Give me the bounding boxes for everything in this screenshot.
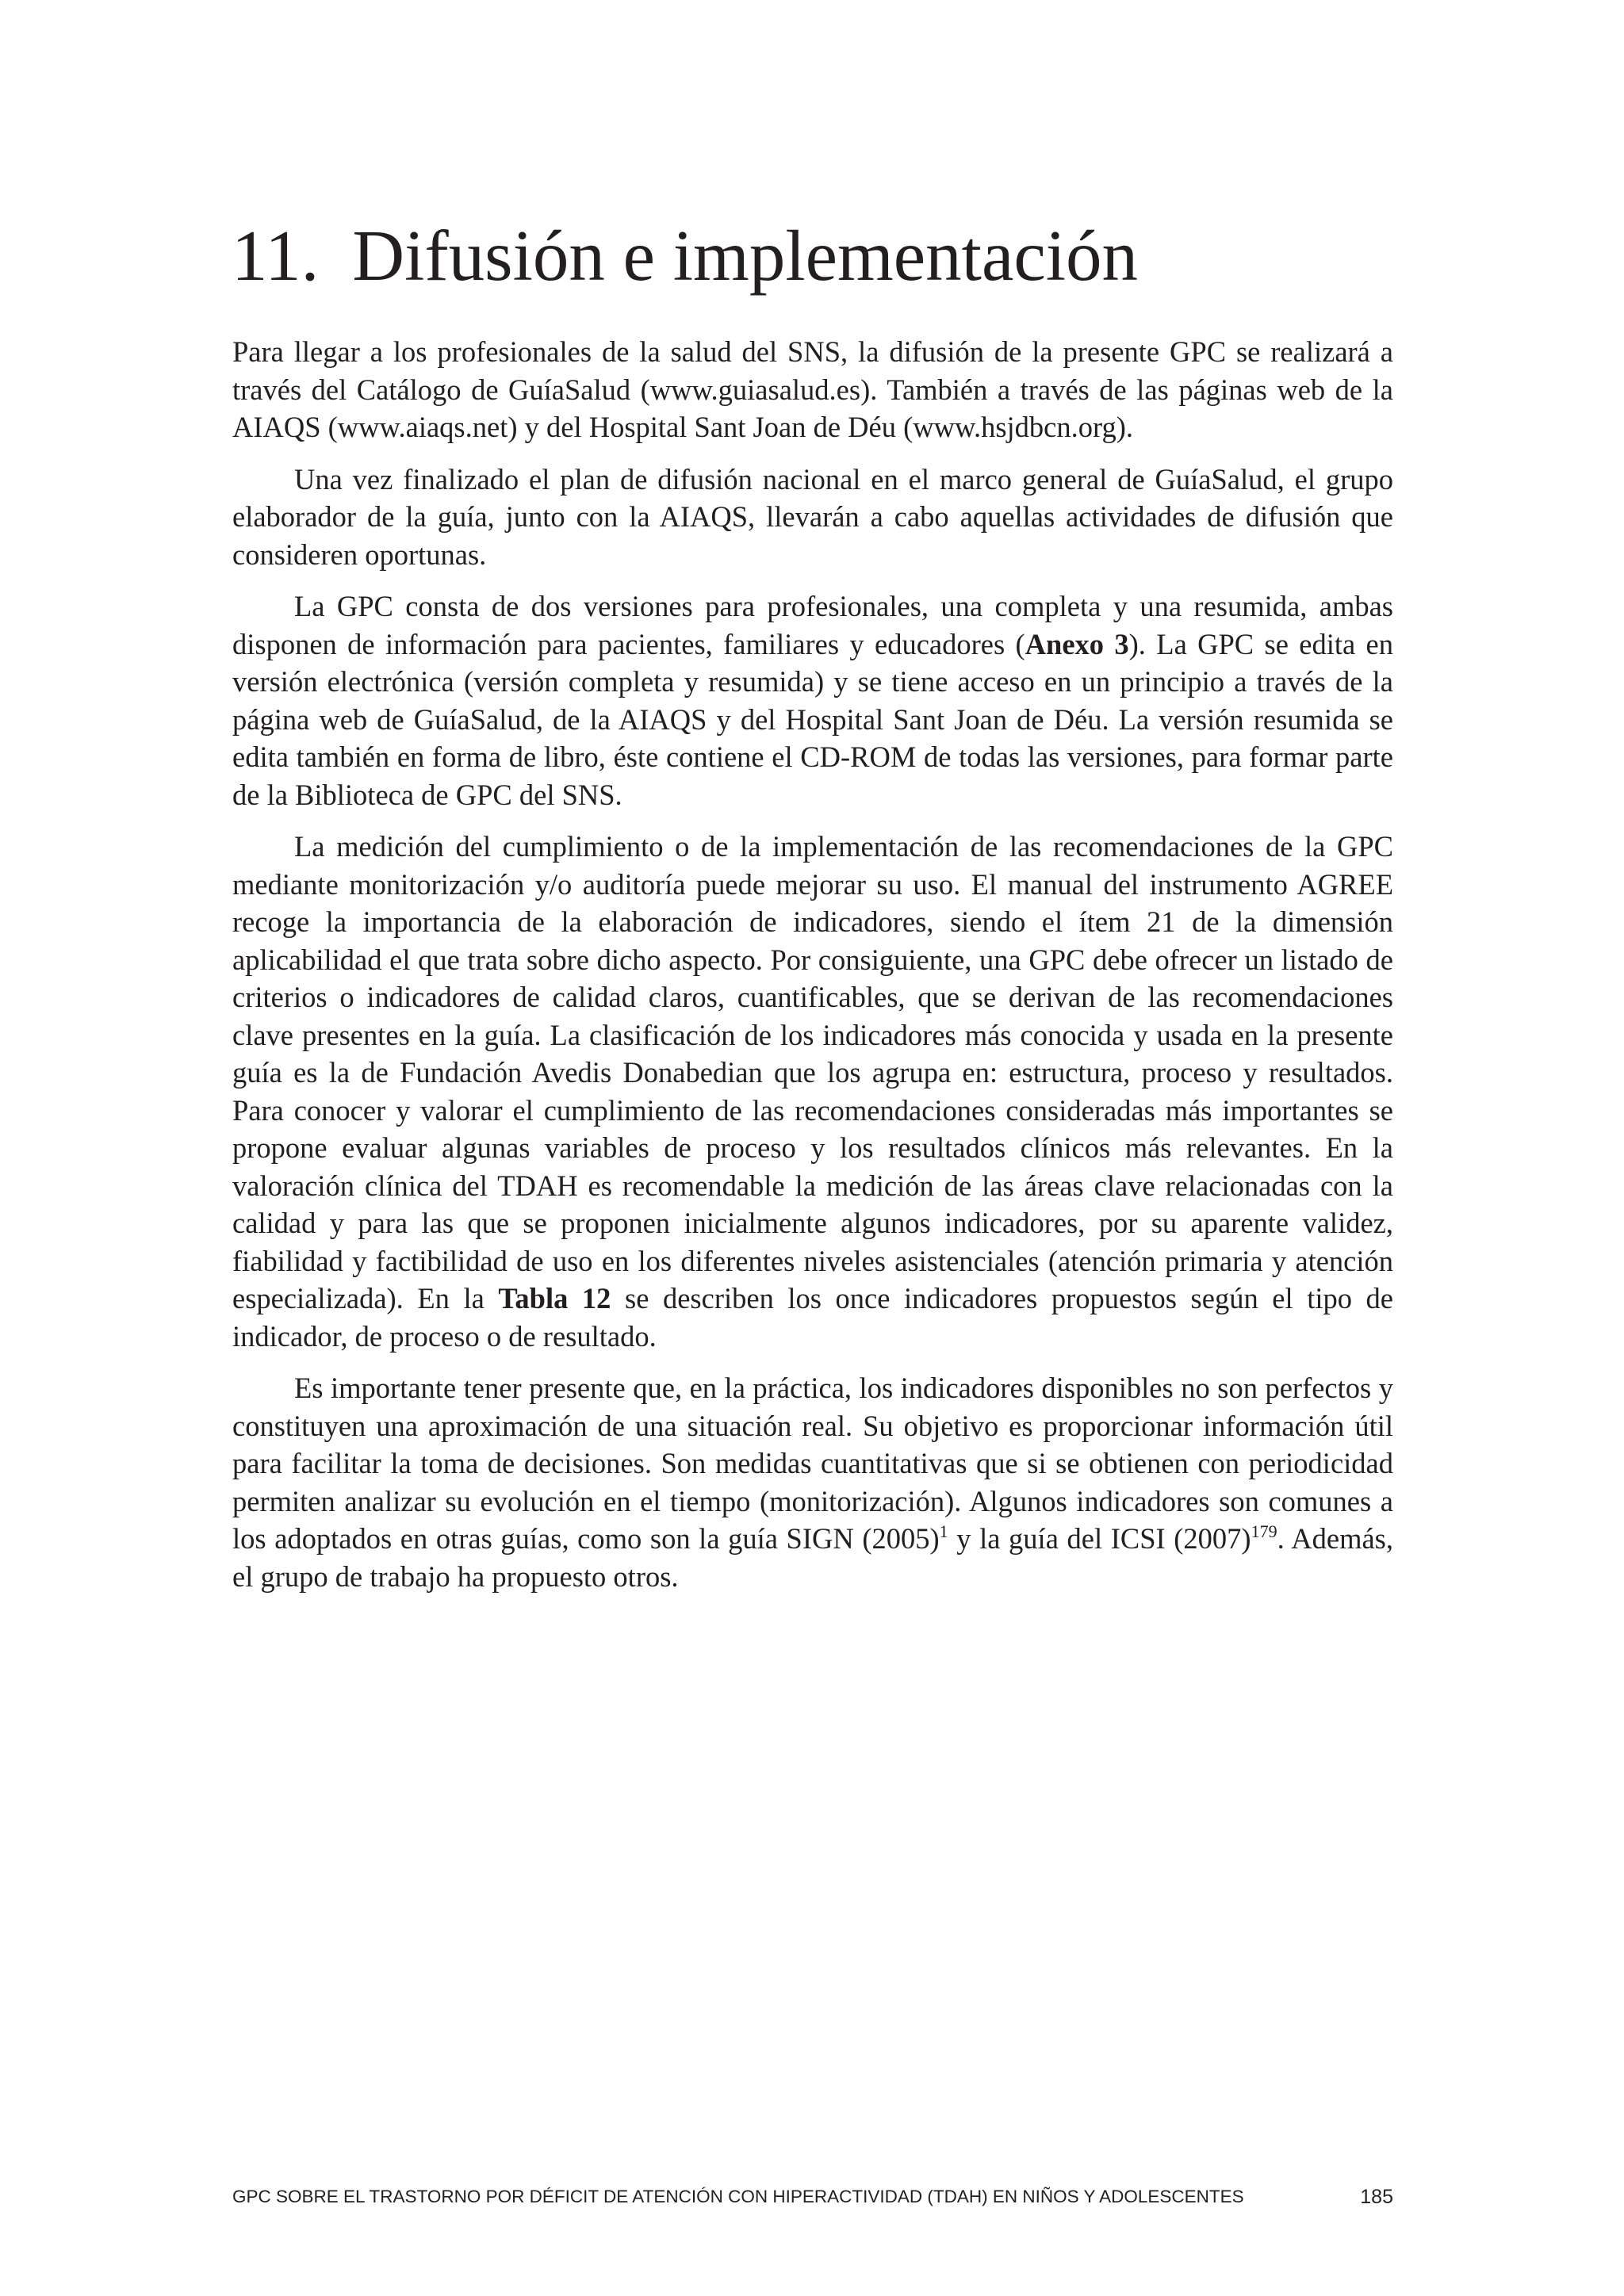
paragraph-1: Para llegar a los profesionales de la salud del SNS, la difusión de la presente GPC se realizará a través del Catálogo de GuíaSalud (www.guiasalud.es). También a través de las páginas web de la AIAQS (www.aiaqs.net) y del Hospital Sant Joan de Déu (www.hsjdbcn.org). <box>232 335 1393 443</box>
paragraph-4-text-a: La medición del cumplimiento o de la implementación de las recomendaciones de la GPC mediante monitorización y/o auditoría puede mejorar su uso. El manual del instrumento AGREE recoge la importancia de la elaboración de indicadores, siendo el ítem 21 de la dimensión aplicabilidad el que trata sobre dicho aspecto. Por consiguiente, una GPC debe ofrecer un listado de criterios o indicadores de calidad claros, cuantificables, que se derivan de las recomendaciones clave presentes en la guía. La clasificación de los indicadores más conocida y usada en la presente guía es la de Fundación Avedis Donabedian que los agrupa en: estructura, proceso y resultados. Para conocer y valorar el cumplimiento de las recomendaciones consideradas más importantes se propone evaluar algunas variables de proceso y los resultados clínicos más relevantes. En la valoración clínica del TDAH es recomendable la medición de las áreas clave relacionadas con la calidad y para las que se proponen inicialmente algunos indicadores, por su aparente validez, fiabilidad y factibilidad de uso en los diferentes niveles asistenciales (atención primaria y atención especializada). En la <box>232 830 1393 1314</box>
section-heading <box>232 212 1405 300</box>
paragraph-2: Una vez finalizado el plan de difusión nacional en el marco general de GuíaSalud, el grupo elaborador de la guía, junto con la AIAQS, llevarán a cabo aquellas actividades de difusión que consideren oportunas. <box>232 462 1393 571</box>
paragraph-4-text-b: se describen los once indicadores propuestos según el tipo de indicador, de proceso o de resultado. <box>232 1282 1393 1353</box>
citation-ref-1: 1 <box>939 1521 948 1541</box>
table-reference: Tabla 12 <box>498 1282 611 1314</box>
page-footer <box>232 2185 1393 2209</box>
paragraph-5-text-b: y la guía del ICSI (2007) <box>948 1522 1251 1555</box>
paragraph-5 <box>232 1369 1393 1595</box>
annex-reference: Anexo 3 <box>1025 627 1129 660</box>
paragraph-3-text-a: La GPC consta de dos versiones para profesionales, una completa y una resumida, ambas disponen de información para pacientes, familiares y educadores ( <box>232 590 1393 660</box>
body-text <box>232 333 1393 1609</box>
paragraph-3 <box>232 587 1393 813</box>
section-number: 11. <box>232 216 320 296</box>
section-title: Difusión e implementación <box>352 216 1139 296</box>
running-title: GPC SOBRE EL TRASTORNO POR DÉFICIT DE ATENCIÓN CON HIPERACTIVIDAD (TDAH) EN NIÑOS Y ADOLESCENTES <box>232 2187 1244 2206</box>
paragraph-3-text-b: ). La GPC se edita en versión electrónica (versión completa y resumida) y se tiene acceso en un principio a través de la página web de GuíaSalud, de la AIAQS y del Hospital Sant Joan de Déu. La versión resumida se edita también en forma de libro, éste contiene el CD-ROM de todas las versiones, para formar parte de la Biblioteca de GPC del SNS. <box>232 627 1393 811</box>
page-number: 185 <box>1360 2186 1393 2208</box>
paragraph-5-text-c: . Además, el grupo de trabajo ha propuesto otros. <box>232 1522 1394 1593</box>
citation-ref-179: 179 <box>1251 1521 1277 1541</box>
paragraph-4 <box>232 828 1393 1355</box>
paragraph-5-text-a: Es importante tener presente que, en la práctica, los indicadores disponibles no son perfectos y constituyen una aproximación de una situación real. Su objetivo es proporcionar información útil para facilitar la toma de decisiones. Son medidas cuantitativas que si se obtienen con periodicidad permiten analizar su evolución en el tiempo (monitorización). Algunos indicadores son comunes a los adoptados en otras guías, como son la guía SIGN (2005) <box>232 1372 1393 1555</box>
